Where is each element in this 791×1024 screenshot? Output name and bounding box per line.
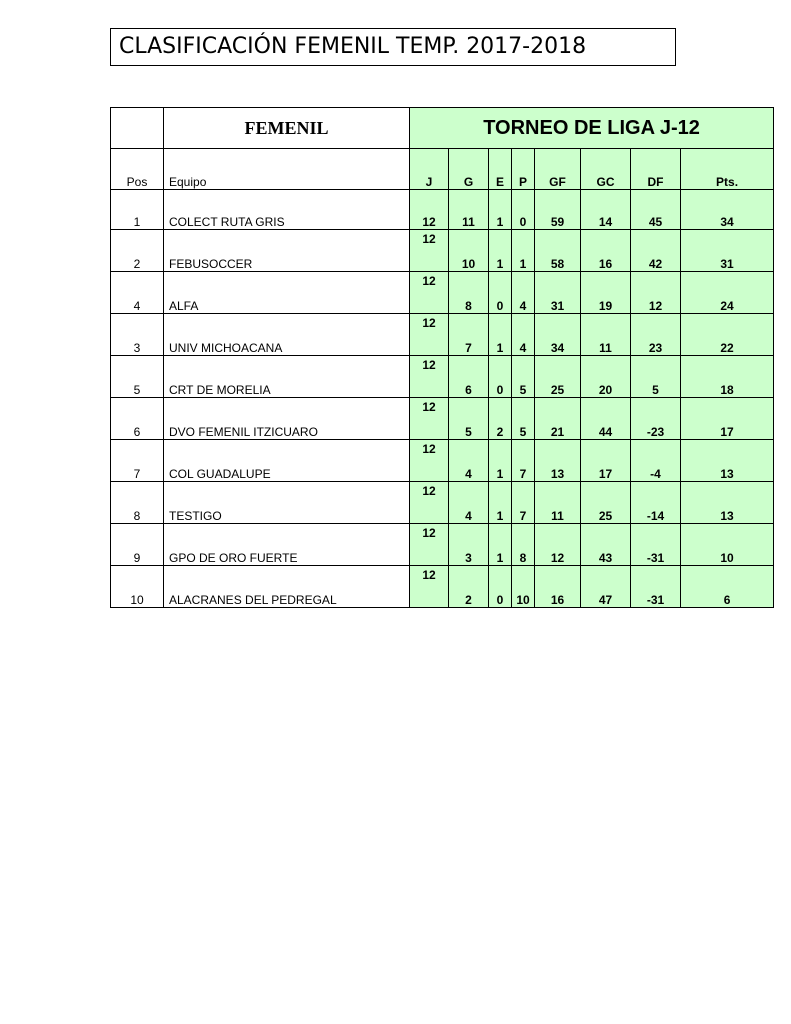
cell-p: 4 bbox=[512, 272, 535, 314]
cell-pos: 10 bbox=[111, 566, 164, 608]
cell-gf: 58 bbox=[535, 230, 581, 272]
cell-gc: 19 bbox=[581, 272, 631, 314]
cell-gc: 14 bbox=[581, 190, 631, 230]
table-row bbox=[111, 524, 774, 566]
col-header-df: DF bbox=[631, 149, 681, 190]
cell-df: -4 bbox=[631, 440, 681, 482]
cell-e: 1 bbox=[489, 190, 512, 230]
cell-j: 12 bbox=[410, 524, 449, 566]
cell-gf: 13 bbox=[535, 440, 581, 482]
col-header-pts: Pts. bbox=[681, 149, 774, 190]
table-row bbox=[111, 398, 774, 440]
cell-gf: 16 bbox=[535, 566, 581, 608]
cell-gc: 47 bbox=[581, 566, 631, 608]
cell-pts: 24 bbox=[681, 272, 774, 314]
cell-j: 12 bbox=[410, 272, 449, 314]
table-row bbox=[111, 440, 774, 482]
column-header-row bbox=[111, 149, 774, 190]
table-row bbox=[111, 272, 774, 314]
cell-j: 12 bbox=[410, 356, 449, 398]
cell-pts: 17 bbox=[681, 398, 774, 440]
cell-pos: 9 bbox=[111, 524, 164, 566]
cell-pos: 2 bbox=[111, 230, 164, 272]
cell-team: DVO FEMENIL ITZICUARO bbox=[164, 398, 410, 440]
cell-team: TESTIGO bbox=[164, 482, 410, 524]
cell-team: ALACRANES DEL PEDREGAL bbox=[164, 566, 410, 608]
cell-df: 5 bbox=[631, 356, 681, 398]
cell-g: 4 bbox=[449, 482, 489, 524]
table-row bbox=[111, 482, 774, 524]
cell-pts: 13 bbox=[681, 440, 774, 482]
cell-g: 2 bbox=[449, 566, 489, 608]
cell-j: 12 bbox=[410, 230, 449, 272]
cell-g: 11 bbox=[449, 190, 489, 230]
cell-gc: 20 bbox=[581, 356, 631, 398]
cell-gf: 21 bbox=[535, 398, 581, 440]
cell-df: -31 bbox=[631, 524, 681, 566]
cell-df: 42 bbox=[631, 230, 681, 272]
cell-j: 12 bbox=[410, 314, 449, 356]
cell-df: -14 bbox=[631, 482, 681, 524]
cell-p: 0 bbox=[512, 190, 535, 230]
tournament-heading: TORNEO DE LIGA J-12 bbox=[410, 108, 774, 149]
cell-pos: 4 bbox=[111, 272, 164, 314]
cell-gc: 25 bbox=[581, 482, 631, 524]
cell-g: 5 bbox=[449, 398, 489, 440]
cell-e: 0 bbox=[489, 272, 512, 314]
col-header-j: J bbox=[410, 149, 449, 190]
col-header-team: Equipo bbox=[164, 149, 410, 190]
cell-team: UNIV MICHOACANA bbox=[164, 314, 410, 356]
cell-team: COL GUADALUPE bbox=[164, 440, 410, 482]
cell-df: 23 bbox=[631, 314, 681, 356]
cell-p: 10 bbox=[512, 566, 535, 608]
cell-p: 5 bbox=[512, 398, 535, 440]
cell-e: 0 bbox=[489, 566, 512, 608]
cell-g: 7 bbox=[449, 314, 489, 356]
cell-pos: 1 bbox=[111, 190, 164, 230]
standings-table bbox=[110, 107, 774, 608]
cell-e: 0 bbox=[489, 356, 512, 398]
cell-team: ALFA bbox=[164, 272, 410, 314]
cell-gc: 11 bbox=[581, 314, 631, 356]
cell-pos: 7 bbox=[111, 440, 164, 482]
table-row bbox=[111, 314, 774, 356]
cell-pts: 13 bbox=[681, 482, 774, 524]
cell-pos: 3 bbox=[111, 314, 164, 356]
cell-g: 10 bbox=[449, 230, 489, 272]
page-title: CLASIFICACIÓN FEMENIL TEMP. 2017-2018 bbox=[110, 28, 676, 66]
cell-gc: 43 bbox=[581, 524, 631, 566]
cell-j: 12 bbox=[410, 566, 449, 608]
cell-gf: 59 bbox=[535, 190, 581, 230]
cell-e: 1 bbox=[489, 440, 512, 482]
cell-pts: 34 bbox=[681, 190, 774, 230]
cell-j: 12 bbox=[410, 440, 449, 482]
cell-gc: 44 bbox=[581, 398, 631, 440]
cell-pos: 8 bbox=[111, 482, 164, 524]
cell-df: -23 bbox=[631, 398, 681, 440]
cell-e: 1 bbox=[489, 230, 512, 272]
cell-pts: 6 bbox=[681, 566, 774, 608]
cell-j: 12 bbox=[410, 190, 449, 230]
col-header-gc: GC bbox=[581, 149, 631, 190]
cell-gf: 11 bbox=[535, 482, 581, 524]
cell-p: 4 bbox=[512, 314, 535, 356]
cell-df: 45 bbox=[631, 190, 681, 230]
cell-g: 3 bbox=[449, 524, 489, 566]
col-header-e: E bbox=[489, 149, 512, 190]
cell-j: 12 bbox=[410, 398, 449, 440]
cell-df: -31 bbox=[631, 566, 681, 608]
cell-p: 5 bbox=[512, 356, 535, 398]
cell-e: 1 bbox=[489, 524, 512, 566]
table-row bbox=[111, 230, 774, 272]
category-heading: FEMENIL bbox=[164, 108, 410, 149]
col-header-pos: Pos bbox=[111, 149, 164, 190]
cell-g: 4 bbox=[449, 440, 489, 482]
table-header-row bbox=[111, 108, 774, 149]
empty-cell bbox=[111, 108, 164, 149]
cell-pos: 6 bbox=[111, 398, 164, 440]
cell-team: GPO DE ORO FUERTE bbox=[164, 524, 410, 566]
cell-gc: 16 bbox=[581, 230, 631, 272]
cell-g: 8 bbox=[449, 272, 489, 314]
cell-team: CRT DE MORELIA bbox=[164, 356, 410, 398]
cell-team: FEBUSOCCER bbox=[164, 230, 410, 272]
cell-p: 8 bbox=[512, 524, 535, 566]
cell-pos: 5 bbox=[111, 356, 164, 398]
cell-team: COLECT RUTA GRIS bbox=[164, 190, 410, 230]
cell-df: 12 bbox=[631, 272, 681, 314]
table-row bbox=[111, 566, 774, 608]
table-row bbox=[111, 356, 774, 398]
cell-pts: 31 bbox=[681, 230, 774, 272]
cell-e: 1 bbox=[489, 314, 512, 356]
cell-p: 7 bbox=[512, 440, 535, 482]
cell-e: 2 bbox=[489, 398, 512, 440]
col-header-gf: GF bbox=[535, 149, 581, 190]
cell-pts: 18 bbox=[681, 356, 774, 398]
table-row bbox=[111, 190, 774, 230]
cell-gc: 17 bbox=[581, 440, 631, 482]
cell-gf: 12 bbox=[535, 524, 581, 566]
cell-pts: 10 bbox=[681, 524, 774, 566]
cell-e: 1 bbox=[489, 482, 512, 524]
cell-gf: 34 bbox=[535, 314, 581, 356]
cell-g: 6 bbox=[449, 356, 489, 398]
cell-p: 7 bbox=[512, 482, 535, 524]
cell-p: 1 bbox=[512, 230, 535, 272]
cell-gf: 31 bbox=[535, 272, 581, 314]
cell-gf: 25 bbox=[535, 356, 581, 398]
col-header-p: P bbox=[512, 149, 535, 190]
cell-pts: 22 bbox=[681, 314, 774, 356]
col-header-g: G bbox=[449, 149, 489, 190]
cell-j: 12 bbox=[410, 482, 449, 524]
